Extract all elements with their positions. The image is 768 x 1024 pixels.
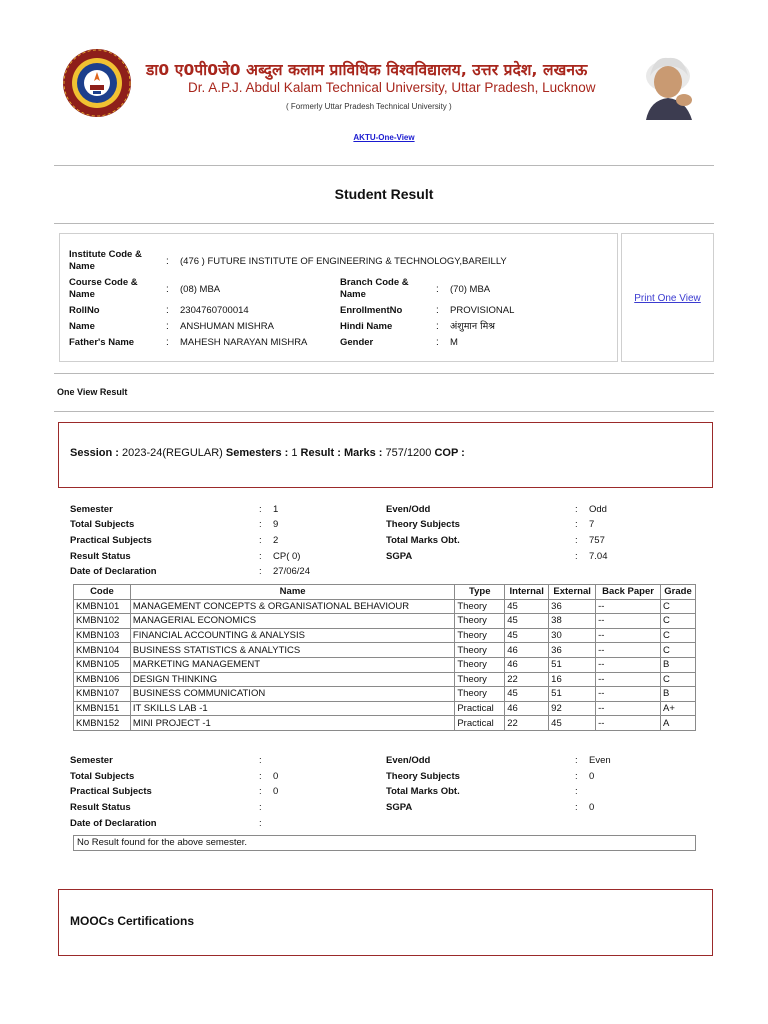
name-label: Name <box>69 321 95 332</box>
colon: : <box>575 771 578 782</box>
cell-back-paper: -- <box>596 643 661 658</box>
colon: : <box>436 337 439 348</box>
founder-portrait-image <box>632 46 706 120</box>
colon: : <box>166 256 169 267</box>
university-header <box>0 40 768 122</box>
semester-label: Semester <box>70 504 113 515</box>
cell-name: FINANCIAL ACCOUNTING & ANALYSIS <box>130 628 454 643</box>
cell-external: 51 <box>549 687 596 702</box>
father-name-label: Father's Name <box>69 337 135 348</box>
table-row <box>74 701 696 716</box>
practical-subjects-label: Practical Subjects <box>70 786 152 797</box>
hindi-name-label: Hindi Name <box>340 321 393 332</box>
result-status-label: Result Status <box>70 551 131 562</box>
result-label: Result : <box>300 447 341 459</box>
sgpa-value: 7.04 <box>589 551 608 562</box>
student-info-panel <box>59 233 618 362</box>
name-value: ANSHUMAN MISHRA <box>180 321 274 332</box>
cell-external: 30 <box>549 628 596 643</box>
moocs-title: MOOCs Certifications <box>70 914 195 928</box>
subject-results-table <box>73 584 696 731</box>
cell-grade: A+ <box>661 701 696 716</box>
cell-external: 16 <box>549 672 596 687</box>
rollno-label: RollNo <box>69 305 100 316</box>
column-header-grade: Grade <box>661 585 696 600</box>
colon: : <box>259 551 262 562</box>
cell-name: IT SKILLS LAB -1 <box>130 701 454 716</box>
table-row <box>74 628 696 643</box>
theory-subjects-value: 0 <box>589 771 595 782</box>
cell-code: KMBN105 <box>74 657 131 672</box>
cell-type: Theory <box>455 657 505 672</box>
cell-back-paper: -- <box>596 614 661 629</box>
cell-type: Practical <box>455 701 505 716</box>
even-odd-label: Even/Odd <box>386 504 431 515</box>
cell-grade: C <box>661 628 696 643</box>
cell-type: Theory <box>455 687 505 702</box>
cell-code: KMBN104 <box>74 643 131 658</box>
colon: : <box>259 566 262 577</box>
colon: : <box>436 321 439 332</box>
session-summary-line <box>70 447 465 459</box>
colon: : <box>259 755 262 766</box>
total-subjects-value: 9 <box>273 519 279 530</box>
cop-label: COP : <box>434 447 465 459</box>
table-header-row <box>74 585 696 600</box>
cell-external: 45 <box>549 716 596 731</box>
colon: : <box>436 305 439 316</box>
practical-subjects-value: 2 <box>273 535 279 546</box>
column-header-internal: Internal <box>505 585 549 600</box>
cell-back-paper: -- <box>596 628 661 643</box>
cell-name: MANAGERIAL ECONOMICS <box>130 614 454 629</box>
practical-subjects-value: 0 <box>273 786 279 797</box>
cell-internal: 45 <box>505 614 549 629</box>
university-seal-logo <box>62 48 132 118</box>
divider <box>54 165 714 166</box>
branch-value: (70) MBA <box>450 284 491 295</box>
cell-code: KMBN102 <box>74 614 131 629</box>
divider <box>54 411 714 412</box>
cell-external: 36 <box>549 599 596 614</box>
even-odd-value: Odd <box>589 504 607 515</box>
total-subjects-label: Total Subjects <box>70 771 135 782</box>
colon: : <box>575 535 578 546</box>
even-odd-label: Even/Odd <box>386 755 431 766</box>
course-value: (08) MBA <box>180 284 221 295</box>
hindi-name-value: अंशुमान मिश्र <box>450 321 496 332</box>
cell-grade: C <box>661 599 696 614</box>
colon: : <box>575 802 578 813</box>
colon: : <box>259 535 262 546</box>
print-panel <box>621 233 714 362</box>
table-row <box>74 687 696 702</box>
cell-internal: 46 <box>505 701 549 716</box>
cell-type: Theory <box>455 643 505 658</box>
institute-value: (476 ) FUTURE INSTITUTE OF ENGINEERING & TECHNOLOGY,BAREILLY <box>180 256 507 267</box>
cell-back-paper: -- <box>596 672 661 687</box>
colon: : <box>259 818 262 829</box>
cell-grade: A <box>661 716 696 731</box>
aktu-one-view-link[interactable]: AKTU-One-View <box>353 133 415 142</box>
colon: : <box>575 519 578 530</box>
colon: : <box>259 802 262 813</box>
cell-external: 92 <box>549 701 596 716</box>
table-row <box>74 657 696 672</box>
cell-external: 36 <box>549 643 596 658</box>
theory-subjects-value: 7 <box>589 519 595 530</box>
marks-value: 757/1200 <box>385 447 432 459</box>
cell-type: Theory <box>455 672 505 687</box>
cell-grade: C <box>661 643 696 658</box>
rollno-value: 2304760700014 <box>180 305 249 316</box>
cell-internal: 45 <box>505 599 549 614</box>
no-result-message: No Result found for the above semester. <box>73 835 696 851</box>
semester-value: 1 <box>273 504 279 515</box>
sgpa-label: SGPA <box>386 551 413 562</box>
branch-label: Branch Code & Name <box>340 277 409 300</box>
course-label: Course Code & Name <box>69 277 138 300</box>
theory-subjects-label: Theory Subjects <box>386 771 460 782</box>
divider <box>54 373 714 374</box>
theory-subjects-label: Theory Subjects <box>386 519 460 530</box>
table-row <box>74 643 696 658</box>
total-marks-label: Total Marks Obt. <box>386 535 460 546</box>
cell-name: MANAGEMENT CONCEPTS & ORGANISATIONAL BEHAVIOUR <box>130 599 454 614</box>
cell-name: MARKETING MANAGEMENT <box>130 657 454 672</box>
father-name-value: MAHESH NARAYAN MISHRA <box>180 337 308 348</box>
semesters-label: Semesters : <box>225 447 289 459</box>
cell-code: KMBN152 <box>74 716 131 731</box>
sgpa-value: 0 <box>589 802 595 813</box>
cell-internal: 22 <box>505 716 549 731</box>
enrollment-value: PROVISIONAL <box>450 305 515 316</box>
total-subjects-label: Total Subjects <box>70 519 135 530</box>
institute-label: Institute Code & Name <box>69 249 142 272</box>
cell-back-paper: -- <box>596 701 661 716</box>
column-header-name: Name <box>130 585 454 600</box>
practical-subjects-label: Practical Subjects <box>70 535 152 546</box>
university-english-title: Dr. A.P.J. Abdul Kalam Technical University, Uttar Pradesh, Lucknow <box>188 80 596 95</box>
cell-type: Theory <box>455 599 505 614</box>
result-status-value: CP( 0) <box>273 551 301 562</box>
colon: : <box>166 305 169 316</box>
cell-internal: 45 <box>505 628 549 643</box>
cell-name: BUSINESS STATISTICS & ANALYTICS <box>130 643 454 658</box>
table-row <box>74 672 696 687</box>
colon: : <box>166 284 169 295</box>
session-value: 2023-24(REGULAR) <box>121 447 223 459</box>
semester-label: Semester <box>70 755 113 766</box>
colon: : <box>259 786 262 797</box>
cell-grade: C <box>661 614 696 629</box>
cell-internal: 46 <box>505 643 549 658</box>
total-marks-label: Total Marks Obt. <box>386 786 460 797</box>
semesters-value: 1 <box>291 447 298 459</box>
cell-name: MINI PROJECT -1 <box>130 716 454 731</box>
cell-name: BUSINESS COMMUNICATION <box>130 687 454 702</box>
divider <box>54 223 714 224</box>
cell-code: KMBN101 <box>74 599 131 614</box>
colon: : <box>436 284 439 295</box>
cell-grade: C <box>661 672 696 687</box>
session-label: Session : <box>70 447 119 459</box>
colon: : <box>259 504 262 515</box>
print-one-view-link[interactable]: Print One View <box>634 293 701 304</box>
table-row <box>74 614 696 629</box>
cell-back-paper: -- <box>596 657 661 672</box>
even-odd-value: Even <box>589 755 611 766</box>
cell-external: 51 <box>549 657 596 672</box>
cell-internal: 46 <box>505 657 549 672</box>
page-title: Student Result <box>334 186 434 202</box>
date-declaration-value: 27/06/24 <box>273 566 310 577</box>
marks-label: Marks : <box>343 447 383 459</box>
column-header-external: External <box>549 585 596 600</box>
column-header-code: Code <box>74 585 131 600</box>
cell-internal: 45 <box>505 687 549 702</box>
table-row <box>74 716 696 731</box>
cell-type: Practical <box>455 716 505 731</box>
cell-code: KMBN103 <box>74 628 131 643</box>
colon: : <box>166 337 169 348</box>
colon: : <box>575 755 578 766</box>
cell-type: Theory <box>455 628 505 643</box>
cell-name: DESIGN THINKING <box>130 672 454 687</box>
cell-type: Theory <box>455 614 505 629</box>
colon: : <box>575 786 578 797</box>
colon: : <box>575 504 578 515</box>
university-hindi-title: डा0 ए0पी0जे0 अब्दुल कलाम प्राविधिक विश्वविद्यालय, उत्तर प्रदेश, लखनऊ <box>146 61 588 79</box>
cell-code: KMBN151 <box>74 701 131 716</box>
enrollment-label: EnrollmentNo <box>340 305 403 316</box>
cell-external: 38 <box>549 614 596 629</box>
gender-label: Gender <box>340 337 374 348</box>
cell-code: KMBN107 <box>74 687 131 702</box>
cell-internal: 22 <box>505 672 549 687</box>
moocs-certifications-box <box>58 889 713 956</box>
gender-value: M <box>450 337 458 348</box>
cell-grade: B <box>661 657 696 672</box>
date-declaration-label: Date of Declaration <box>70 566 157 577</box>
colon: : <box>166 321 169 332</box>
cell-back-paper: -- <box>596 599 661 614</box>
formerly-note: ( Formerly Uttar Pradesh Technical University ) <box>286 102 452 111</box>
table-row <box>74 599 696 614</box>
colon: : <box>259 519 262 530</box>
total-marks-value: 757 <box>589 535 605 546</box>
total-subjects-value: 0 <box>273 771 279 782</box>
cell-back-paper: -- <box>596 716 661 731</box>
colon: : <box>575 551 578 562</box>
one-view-result-title: One View Result <box>57 387 128 397</box>
colon: : <box>259 771 262 782</box>
result-status-label: Result Status <box>70 802 131 813</box>
date-declaration-label: Date of Declaration <box>70 818 157 829</box>
cell-code: KMBN106 <box>74 672 131 687</box>
session-summary-box <box>58 422 713 488</box>
cell-grade: B <box>661 687 696 702</box>
column-header-back-paper: Back Paper <box>596 585 661 600</box>
sgpa-label: SGPA <box>386 802 413 813</box>
column-header-type: Type <box>455 585 505 600</box>
cell-back-paper: -- <box>596 687 661 702</box>
